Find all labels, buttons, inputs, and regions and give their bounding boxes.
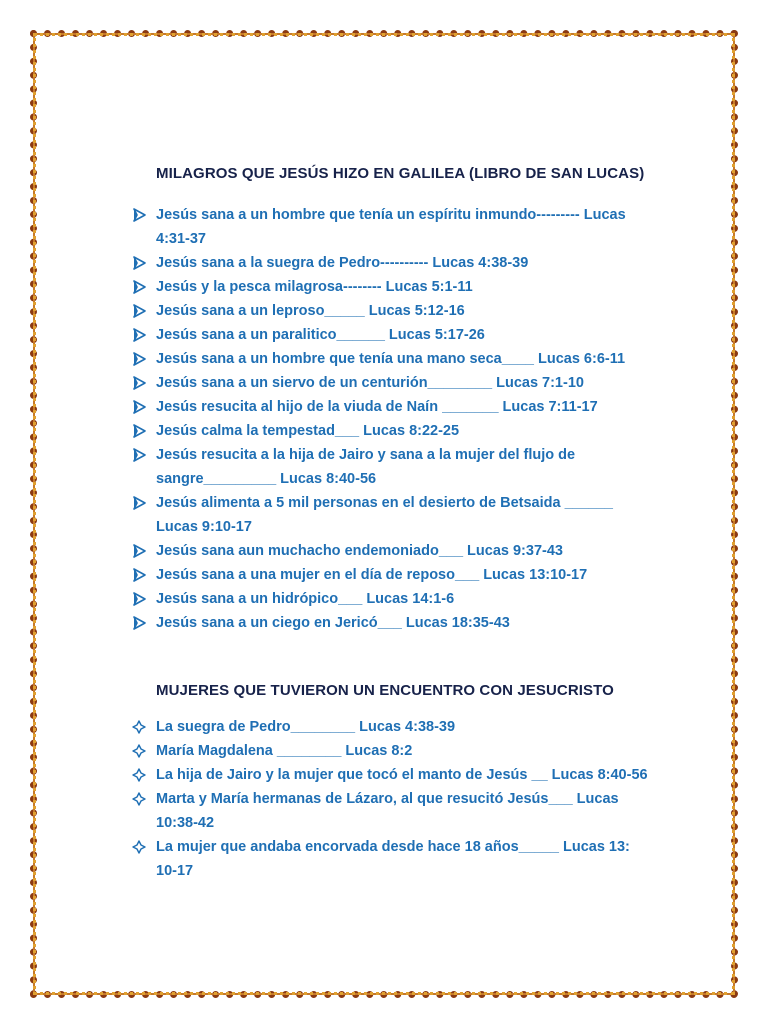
list-item-text: Jesús sana a un leproso_____ Lucas 5:12-16 xyxy=(156,303,465,319)
list-item-text: Jesús sana a un paralitico______ Lucas 5:17-26 xyxy=(156,327,485,343)
list-item xyxy=(130,443,650,491)
arrow-bullet-icon xyxy=(130,371,148,395)
arrow-bullet-icon xyxy=(130,587,148,611)
list-item xyxy=(130,251,650,275)
list-item xyxy=(130,371,650,395)
section-title-mujeres: MUJERES QUE TUVIERON UN ENCUENTRO CON JESUCRISTO xyxy=(156,682,614,699)
list-item-text: Jesús sana a un ciego en Jericó___ Lucas 18:35-43 xyxy=(156,615,510,631)
list-item-text: Jesús sana a un siervo de un centurión________ Lucas 7:1-10 xyxy=(156,375,584,391)
arrow-bullet-icon xyxy=(130,347,148,371)
list-item xyxy=(130,763,650,787)
list-item xyxy=(130,539,650,563)
arrow-bullet-icon xyxy=(130,275,148,299)
list-item-text: Jesús sana a un hidrópico___ Lucas 14:1-6 xyxy=(156,591,455,607)
diamond-bullet-icon xyxy=(130,763,148,787)
list-item-text: Jesús y la pesca milagrosa-------- Lucas 5:1-11 xyxy=(156,279,473,295)
list-item xyxy=(130,419,650,443)
list-item-text: Jesús sana a la suegra de Pedro---------- Lucas 4:38-39 xyxy=(156,255,529,271)
list-item-text: María Magdalena ________ Lucas 8:2 xyxy=(156,743,413,759)
list-item xyxy=(130,203,650,251)
list-item xyxy=(130,611,650,635)
list-item-text: Jesús resucita a la hija de Jairo y sana a la mujer del flujo de sangre_________ Lucas 8:40-56 xyxy=(156,447,576,487)
list-item xyxy=(130,563,650,587)
list-item-text: Marta y María hermanas de Lázaro, al que resucitó Jesús___ Lucas 10:38-42 xyxy=(156,791,619,831)
arrow-bullet-icon xyxy=(130,299,148,323)
list-item xyxy=(130,587,650,611)
arrow-bullet-icon xyxy=(130,539,148,563)
diamond-bullet-icon xyxy=(130,715,148,739)
list-item xyxy=(130,715,650,739)
list-item-text: La mujer que andaba encorvada desde hace 18 años_____ Lucas 13: 10-17 xyxy=(156,839,630,879)
diamond-bullet-icon xyxy=(130,787,148,811)
list-item-text: Jesús sana a un hombre que tenía un espíritu inmundo--------- Lucas 4:31-37 xyxy=(156,207,626,247)
arrow-bullet-icon xyxy=(130,443,148,467)
list-item xyxy=(130,395,650,419)
list-item-text: La hija de Jairo y la mujer que tocó el manto de Jesús __ Lucas 8:40-56 xyxy=(156,767,648,783)
diamond-bullet-icon xyxy=(130,835,148,859)
arrow-bullet-icon xyxy=(130,251,148,275)
section-title-milagros: MILAGROS QUE JESÚS HIZO EN GALILEA (LIBRO DE SAN LUCAS) xyxy=(156,165,645,182)
list-item xyxy=(130,835,650,883)
list-item xyxy=(130,491,650,539)
list-item-text: Jesús sana a un hombre que tenía una mano seca____ Lucas 6:6-11 xyxy=(156,351,626,367)
arrow-bullet-icon xyxy=(130,323,148,347)
arrow-bullet-icon xyxy=(130,203,148,227)
miracles-list xyxy=(130,203,650,635)
arrow-bullet-icon xyxy=(130,395,148,419)
arrow-bullet-icon xyxy=(130,611,148,635)
diamond-bullet-icon xyxy=(130,739,148,763)
arrow-bullet-icon xyxy=(130,419,148,443)
list-item xyxy=(130,347,650,371)
list-item-text: Jesús sana a una mujer en el día de reposo___ Lucas 13:10-17 xyxy=(156,567,588,583)
arrow-bullet-icon xyxy=(130,563,148,587)
list-item xyxy=(130,275,650,299)
list-item-text: Jesús sana aun muchacho endemoniado___ Lucas 9:37-43 xyxy=(156,543,563,559)
women-list xyxy=(130,715,650,883)
list-item-text: Jesús resucita al hijo de la viuda de Naín _______ Lucas 7:11-17 xyxy=(156,399,598,415)
list-item-text: Jesús alimenta a 5 mil personas en el desierto de Betsaida ______ Lucas 9:10-17 xyxy=(156,495,613,535)
list-item xyxy=(130,323,650,347)
list-item-text: La suegra de Pedro________ Lucas 4:38-39 xyxy=(156,719,456,735)
arrow-bullet-icon xyxy=(130,491,148,515)
list-item xyxy=(130,739,650,763)
list-item-text: Jesús calma la tempestad___ Lucas 8:22-25 xyxy=(156,423,460,439)
list-item xyxy=(130,299,650,323)
list-item xyxy=(130,787,650,835)
